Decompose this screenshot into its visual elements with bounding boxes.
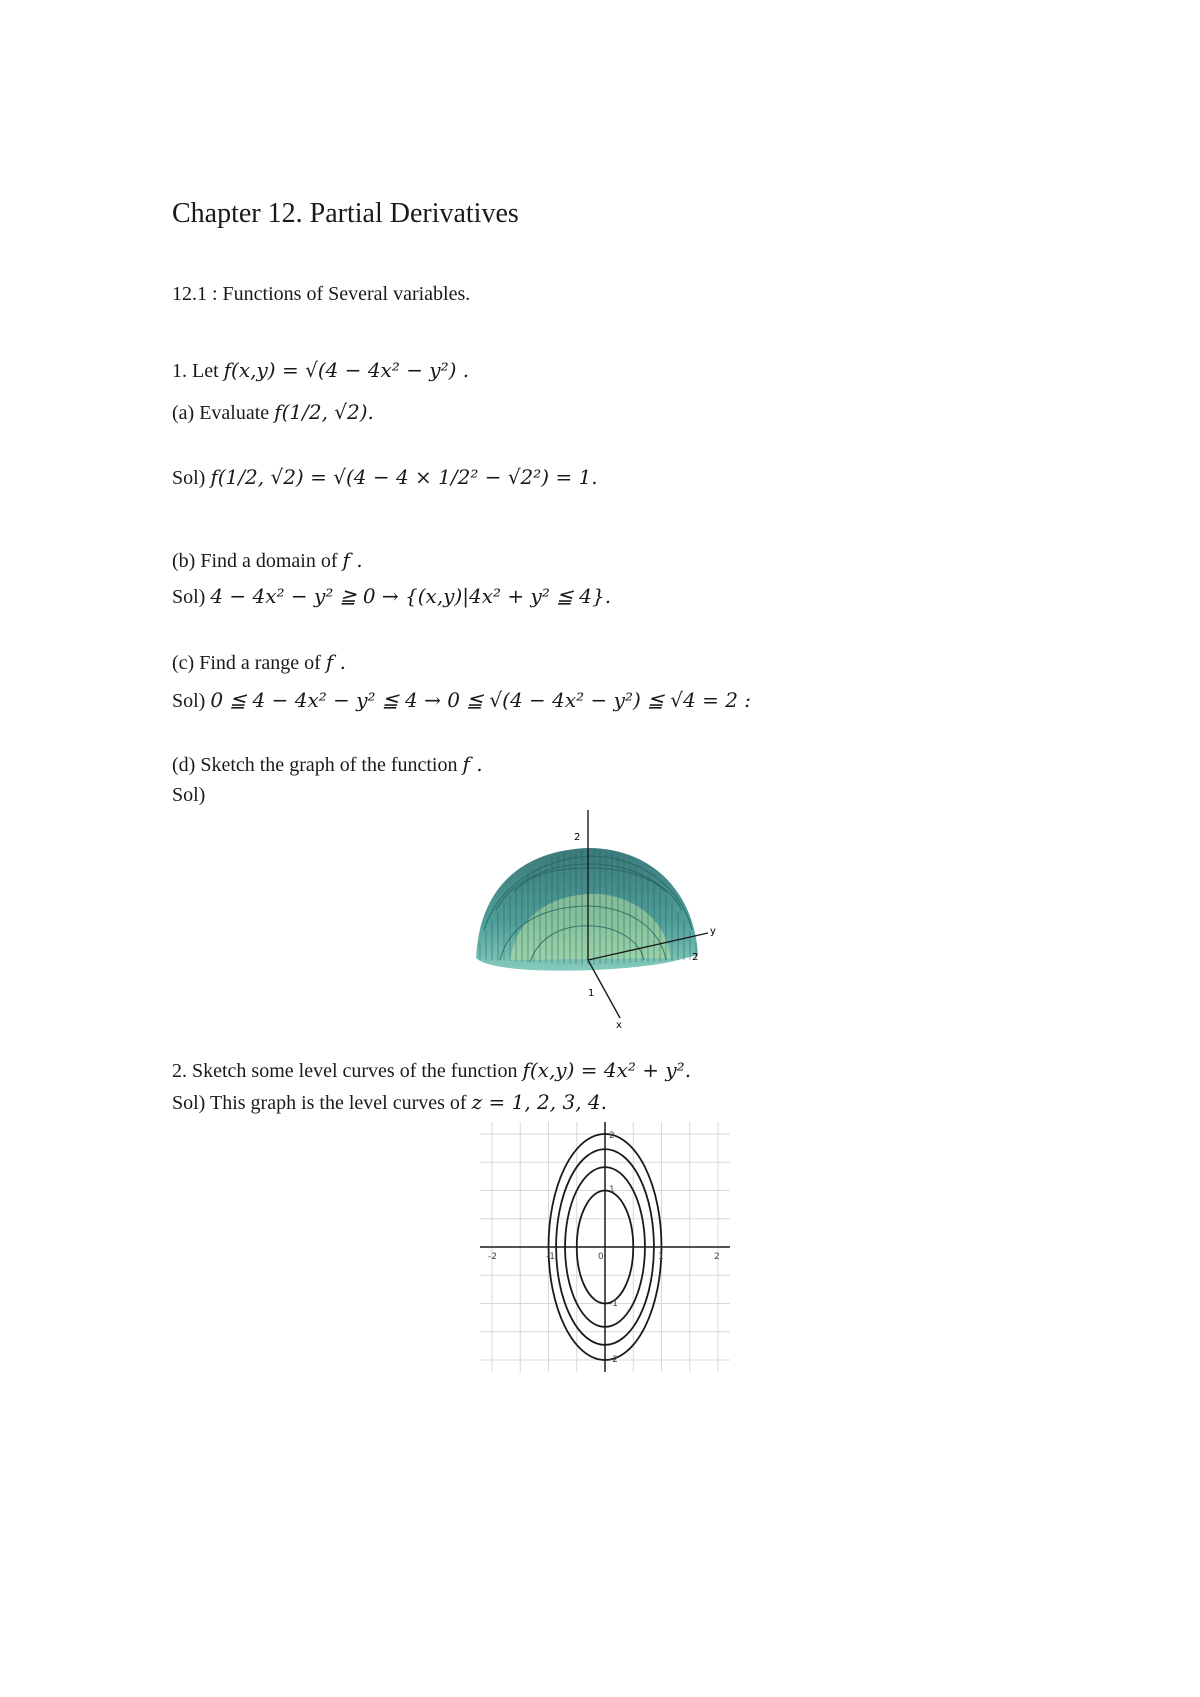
part-b-sol-math: 4 − 4x² − y² ≧ 0 → {(x,y)|4x² + y² ≦ 4}.	[210, 584, 612, 608]
problem-2-sol-text: Sol) This graph is the level curves of	[172, 1092, 467, 1114]
problem-2-solution	[172, 1090, 607, 1115]
part-c-sol-label: Sol)	[172, 690, 206, 712]
y-tick-label: 2	[692, 952, 699, 963]
x-tick-neg2: -2	[488, 1252, 497, 1262]
y-tick-neg2: -2	[609, 1355, 618, 1365]
surface	[476, 848, 698, 971]
part-a-question	[172, 400, 374, 425]
problem-1-label: 1. Let	[172, 360, 219, 382]
part-c-solution	[172, 688, 751, 713]
x-tick-pos1: 1	[658, 1252, 664, 1262]
x-tick-neg1: -1	[546, 1252, 555, 1262]
problem-2-question	[172, 1058, 691, 1083]
part-a-sol-label: Sol)	[172, 467, 206, 489]
part-a-expression: f(1/2, √2).	[274, 400, 374, 424]
part-d-var: f .	[462, 752, 483, 776]
part-c-question	[172, 650, 346, 675]
part-a-sol-math: f(1/2, √2) = √(4 − 4 × 1/2² − √2²) = 1.	[210, 465, 598, 489]
y-tick-pos2: 2	[609, 1131, 615, 1141]
part-c-text: (c) Find a range of	[172, 652, 321, 674]
part-a-label: (a) Evaluate	[172, 402, 270, 424]
origin-label: 0	[598, 1252, 604, 1262]
part-a-solution	[172, 465, 598, 490]
part-c-sol-math: 0 ≦ 4 − 4x² − y² ≦ 4 → 0 ≦ √(4 − 4x² − y²) ≦ √4 = 2 :	[210, 688, 752, 712]
plot-axes	[480, 1122, 730, 1372]
part-d-question	[172, 752, 483, 777]
problem-2-sol-math: z = 1, 2, 3, 4.	[471, 1090, 607, 1114]
problem-2-text: 2. Sketch some level curves of the function	[172, 1060, 518, 1082]
part-b-var: f .	[342, 548, 363, 572]
problem-1-intro	[172, 358, 469, 383]
x-axis-label: x	[616, 1020, 622, 1030]
part-b-solution	[172, 584, 611, 609]
part-b-question	[172, 548, 363, 573]
part-d-sol-label: Sol)	[172, 784, 206, 806]
part-b-sol-label: Sol)	[172, 586, 206, 608]
problem-1-function: f(x,y) = √(4 − 4x² − y²) .	[223, 358, 470, 382]
z-tick-label: 2	[574, 832, 581, 843]
problem-2-function: f(x,y) = 4x² + y².	[522, 1058, 692, 1082]
ellipsoid-graph	[470, 810, 740, 1030]
y-tick-pos1: 1	[609, 1185, 615, 1195]
x-tick-label: 1	[588, 988, 595, 999]
level-curves-plot	[480, 1122, 730, 1372]
part-c-var: f .	[325, 650, 346, 674]
section-title: 12.1 : Functions of Several variables.	[172, 283, 471, 305]
part-d-text: (d) Sketch the graph of the function	[172, 754, 458, 776]
y-tick-neg1: -1	[609, 1299, 618, 1309]
x-tick-pos2: 2	[714, 1252, 720, 1262]
chapter-title: Chapter 12. Partial Derivatives	[172, 198, 519, 229]
part-b-text: (b) Find a domain of	[172, 550, 338, 572]
y-axis-label: y	[710, 926, 716, 937]
